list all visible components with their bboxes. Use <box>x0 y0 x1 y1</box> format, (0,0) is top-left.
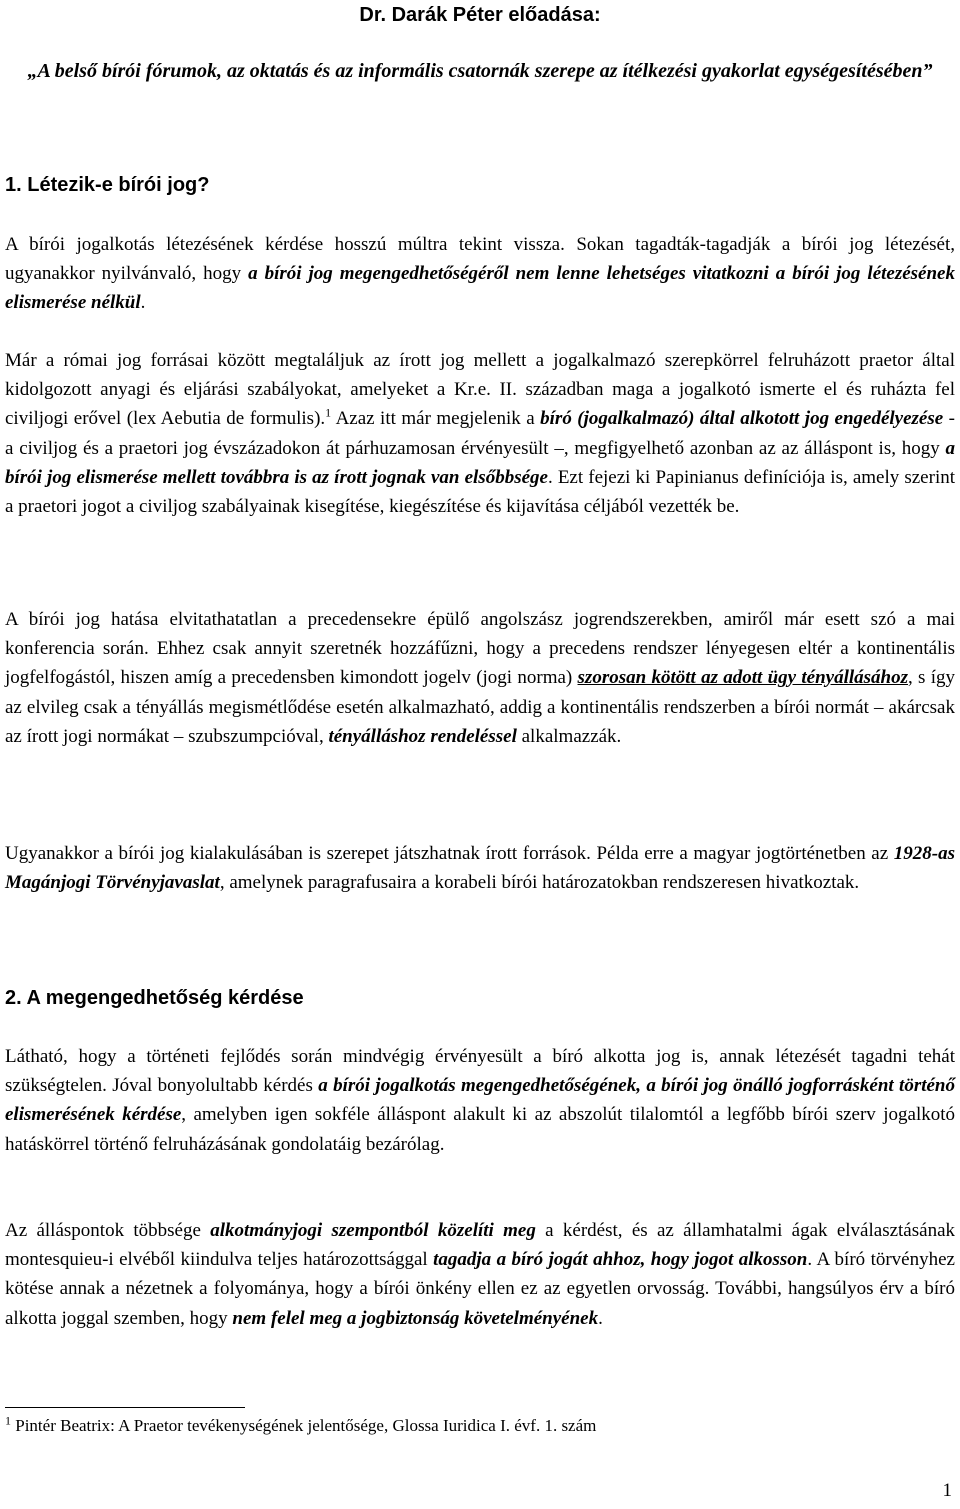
section-1-paragraph-1: A bírói jogalkotás létezésének kérdése hosszú múltra tekint vissza. Sokan tagadták-tagadják a bírói jog létezését, ugyanakkor nyilvánvaló, hogy a bírói jog megengedhetőségéről nem lenne lehetséges vitatkozni a bírói jog létezésének elismerése nélkül. <box>5 234 955 314</box>
footnote-ref[interactable]: 1 <box>325 406 332 421</box>
emphasis: a bírói jog megengedhetőségéről nem lenne lehetséges vitatkozni a bírói jog létezésének elismerése nélkül <box>5 263 955 314</box>
footnote-number: 1 <box>5 1413 11 1428</box>
emphasis-underlined: szorosan kötött az adott ügy tényállásához <box>577 667 908 689</box>
section-1-paragraph-2: Már a római jog forrásai között megtaláljuk az írott jog mellett a jogalkalmazó szerepkörrel felruházott praetor által kidolgozott anyagi és eljárási szabályokat, amelyeket a Kr.e. II. században maga a jogalkotó ismerte el és ruházta fel civiljogi erővel (lex Aebutia de formulis).$^1$ Azaz itt már megjelenik a bíró (jogalkalmazó) által alkotott jog engedélyezése - a civiljog és a praetori jog évszázadokon át párhuzamosan érvényesült –, megfigyelhető azonban az az álláspont is, hogy a bírói jog elismerése mellett továbbra is az írott jognak van elsőbbsége. Ezt fejezi ki Papinianus definíciója is, amely szerint a praetori jogot a civiljog szabályainak kisegítése, kiegészítése és kijavítása céljából vezették be. <box>5 350 955 518</box>
section-1-heading: 1. Létezik-e bírói jog? <box>5 174 210 196</box>
section-2-heading: 2. A megengedhetőség kérdése <box>5 987 304 1009</box>
emphasis: tényálláshoz rendeléssel <box>328 725 517 747</box>
section-1-paragraph-3: A bírói jog hatása elvitathatatlan a precedensekre épülő angolszász jogrendszerekben, amiről már esett szó a mai konferencia során. Ehhez csak annyit szeretnék hozzáfűzni, hogy a precedens rendszer lényegesen eltér a kontinentális jogfelfogástól, hiszen amíg a precedensben kimondott jogelv (jogi norma) szorosan kötött az adott ügy tényállásához, s így az elvileg csak a tényállás megismétlődése esetén alkalmazható, addig a kontinentális rendszerben a bírói normát – akárcsak az írott jogi normákat – szubszumpcióval, tényálláshoz rendeléssel alkalmazzák. <box>5 609 955 747</box>
section-2-paragraph-1: Látható, hogy a történeti fejlődés során mindvégig érvényesült a bíró alkotta jog is, annak létezését tagadni tehát szükségtelen. Jóval bonyolultabb kérdés a bírói jogalkotás megengedhetőségének, a bírói jog önálló jogforrásként történő elismerésének kérdése, amelyben igen sokféle álláspont alakult ki az abszolút tilalomtól a legfőbb bírói szerv jogalkotó hatáskörrel történő felruházásának gondolatáig bezárólag. <box>5 1046 955 1155</box>
emphasis: 1928-as Magánjogi Törvényjavaslat <box>5 843 955 894</box>
emphasis: alkotmányjogi szempontból közelíti meg <box>210 1220 536 1241</box>
emphasis: a bírói jogalkotás megengedhetőségének, a bírói jog önálló jogforrásként történő elismerésének kérdése <box>5 1075 955 1126</box>
emphasis: nem felel meg a jogbiztonság követelményének <box>232 1307 599 1329</box>
section-1-paragraph-4: Ugyanakkor a bírói jog kialakulásában is szerepet játszhatnak írott források. Példa erre a magyar jogtörténetben az 1928-as Magánjogi Törvényjavaslat, amelynek paragrafusaira a korabeli bírói határozatokban rendszeresen hivatkoztak. <box>5 843 955 894</box>
section-2-paragraph-2: Az álláspontok többsége alkotmányjogi szempontból közelíti meg a kérdést, és az államhatalmi ágak elválasztásának montesquieu-i elvéből kiindulva teljes határozottsággal tagadja a bíró jogát ahhoz, hogy jogot alkosson. A bíró törvényhez kötése annak a nézetnek a folyománya, hogy a bírói önkény ellen ez az egyetlen orvosság. További, hangsúlyos érv a bíró alkotta joggal szemben, hogy nem felel meg a jogbiztonság követelményének. <box>5 1220 955 1329</box>
emphasis: bíró (jogalkalmazó) által alkotott jog engedélyezése <box>540 408 944 430</box>
footnote: $^1$ Pintér Beatrix: A Praetor tevékenységének jelentősége, Glossa Iuridica I. évf. 1. szám <box>5 1413 597 1435</box>
emphasis: a bírói jog elismerése mellett továbbra is az írott jognak van elsőbbsége <box>5 437 955 488</box>
emphasis: tagadja a bíró jogát ahhoz, hogy jogot alkosson <box>433 1249 808 1271</box>
page-number: 1 <box>942 1480 952 1501</box>
lecture-subtitle: „A belső bírói fórumok, az oktatás és az informális csatornák szerepe az ítélkezési gyakorlat egységesítésében” <box>27 60 933 82</box>
footnote-divider <box>5 1407 245 1408</box>
lecture-title: Dr. Darák Péter előadása: <box>359 4 601 26</box>
